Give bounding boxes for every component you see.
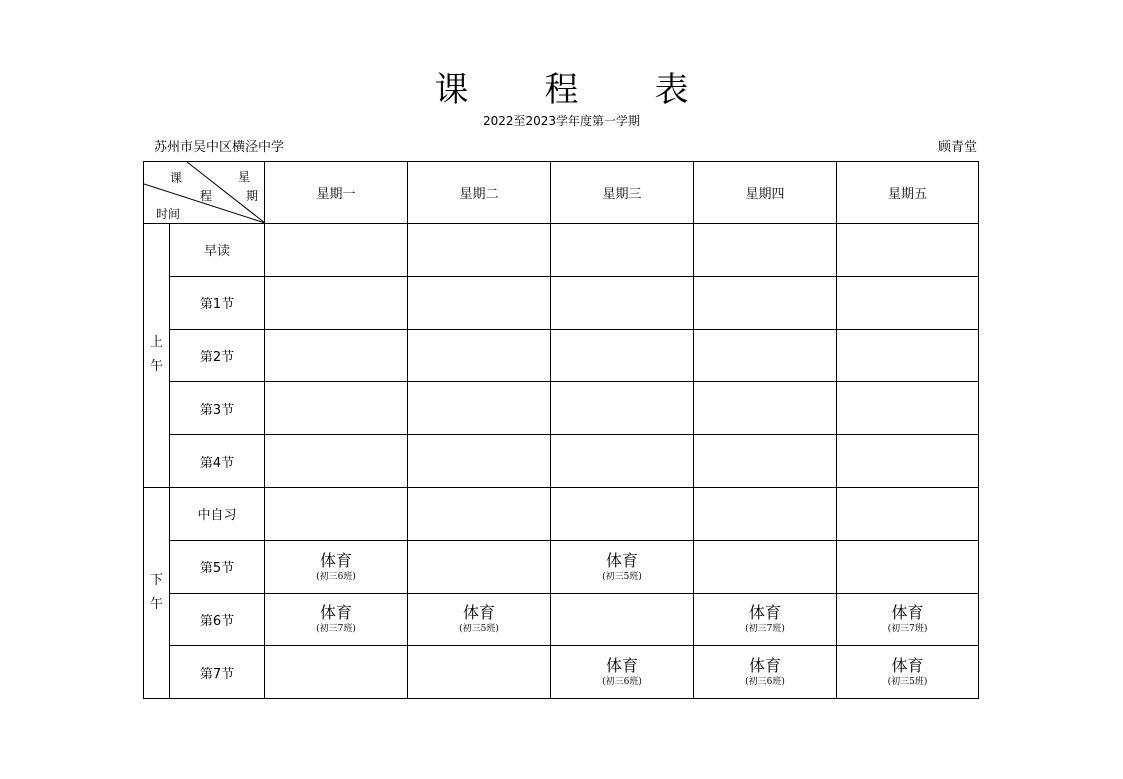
schedule-cell bbox=[694, 276, 837, 329]
schedule-cell bbox=[408, 224, 551, 277]
row-period-1 bbox=[144, 276, 979, 329]
title-char-2: 程 bbox=[544, 70, 579, 110]
course-name: 体育 bbox=[319, 550, 352, 570]
schedule-cell bbox=[408, 435, 551, 488]
term-subtitle: 2022至2023学年度第一学期 bbox=[482, 114, 641, 128]
schedule-cell bbox=[551, 382, 694, 435]
period-label: 第2节 bbox=[170, 329, 265, 382]
class-name: (初三5班) bbox=[459, 624, 499, 635]
schedule-cell bbox=[837, 540, 979, 593]
morning-label bbox=[144, 224, 170, 488]
schedule-cell bbox=[265, 487, 408, 540]
schedule-cell bbox=[694, 487, 837, 540]
header-thursday: 星期四 bbox=[694, 162, 837, 224]
afternoon-label-char-1: 下 bbox=[149, 573, 163, 589]
title-char-3: 表 bbox=[654, 70, 689, 110]
course-name: 体育 bbox=[605, 656, 638, 676]
corner-xing-label: 星 bbox=[238, 170, 251, 184]
row-period-7 bbox=[144, 646, 979, 699]
header-tuesday: 星期二 bbox=[408, 162, 551, 224]
course-name: 体育 bbox=[319, 603, 352, 623]
corner-time-label: 时间 bbox=[156, 207, 181, 221]
class-name: (初三5班) bbox=[602, 571, 642, 582]
class-name: (初三6班) bbox=[602, 677, 642, 688]
corner-header bbox=[144, 162, 265, 224]
schedule-cell bbox=[551, 435, 694, 488]
teacher-name: 顾青堂 bbox=[937, 140, 977, 155]
schedule-cell bbox=[265, 276, 408, 329]
course-name: 体育 bbox=[748, 603, 781, 623]
school-name: 苏州市吴中区横泾中学 bbox=[154, 140, 285, 155]
schedule-cell bbox=[551, 276, 694, 329]
schedule-cell bbox=[837, 435, 979, 488]
class-name: (初三5班) bbox=[887, 677, 928, 688]
schedule-cell-p6-thu bbox=[694, 593, 837, 646]
schedule-cell bbox=[694, 224, 837, 277]
schedule-cell bbox=[837, 329, 979, 382]
row-noon-study bbox=[144, 487, 979, 540]
course-name: 体育 bbox=[748, 656, 781, 676]
corner-qi-label: 期 bbox=[246, 189, 259, 203]
schedule-cell bbox=[837, 276, 979, 329]
schedule-cell bbox=[694, 540, 837, 593]
schedule-cell bbox=[408, 329, 551, 382]
schedule-cell bbox=[551, 224, 694, 277]
afternoon-label-char-2: 午 bbox=[149, 597, 163, 613]
schedule-cell-p7-fri bbox=[837, 646, 979, 699]
page-title bbox=[0, 68, 1123, 112]
afternoon-label bbox=[144, 487, 170, 698]
schedule-cell-p6-tue bbox=[408, 593, 551, 646]
period-label: 第1节 bbox=[170, 276, 265, 329]
period-label: 第7节 bbox=[170, 646, 265, 699]
schedule-cell bbox=[265, 329, 408, 382]
schedule-cell bbox=[265, 435, 408, 488]
header-wednesday: 星期三 bbox=[551, 162, 694, 224]
schedule-cell-p7-thu bbox=[694, 646, 837, 699]
header-friday: 星期五 bbox=[837, 162, 979, 224]
corner-cheng-label: 程 bbox=[200, 189, 213, 203]
schedule-cell-p7-wed bbox=[551, 646, 694, 699]
row-period-3 bbox=[144, 382, 979, 435]
schedule-cell bbox=[837, 382, 979, 435]
schedule-cell bbox=[837, 487, 979, 540]
title-char-1: 课 bbox=[434, 70, 469, 110]
morning-label-char-1: 上 bbox=[149, 335, 163, 351]
row-period-4 bbox=[144, 435, 979, 488]
class-name: (初三7班) bbox=[887, 624, 928, 635]
header-row bbox=[144, 162, 979, 224]
schedule-cell bbox=[408, 487, 551, 540]
schedule-cell-p6-fri bbox=[837, 593, 979, 646]
row-period-6 bbox=[144, 593, 979, 646]
schedule-cell bbox=[694, 382, 837, 435]
period-label: 第5节 bbox=[170, 540, 265, 593]
row-period-2 bbox=[144, 329, 979, 382]
morning-label-char-2: 午 bbox=[149, 359, 163, 375]
period-label: 第3节 bbox=[170, 382, 265, 435]
course-name: 体育 bbox=[891, 656, 924, 676]
class-name: (初三7班) bbox=[316, 624, 356, 635]
schedule-cell bbox=[694, 329, 837, 382]
course-name: 体育 bbox=[462, 603, 495, 623]
course-name: 体育 bbox=[605, 550, 638, 570]
schedule-cell bbox=[408, 382, 551, 435]
schedule-cell bbox=[408, 540, 551, 593]
schedule-cell bbox=[265, 382, 408, 435]
schedule-cell bbox=[265, 224, 408, 277]
schedule-cell bbox=[408, 646, 551, 699]
corner-course-label: 课 bbox=[170, 171, 183, 185]
row-morning-reading bbox=[144, 224, 979, 277]
period-label: 中自习 bbox=[170, 487, 265, 540]
schedule-cell bbox=[694, 435, 837, 488]
class-name: (初三7班) bbox=[745, 624, 785, 635]
schedule-cell-p5-wed bbox=[551, 540, 694, 593]
schedule-cell bbox=[408, 276, 551, 329]
schedule-cell bbox=[551, 329, 694, 382]
schedule-cell-p6-mon bbox=[265, 593, 408, 646]
schedule-cell bbox=[837, 224, 979, 277]
schedule-cell-p5-mon bbox=[265, 540, 408, 593]
period-label: 第4节 bbox=[170, 435, 265, 488]
schedule-cell bbox=[551, 487, 694, 540]
class-name: (初三6班) bbox=[745, 677, 785, 688]
schedule-cell bbox=[265, 646, 408, 699]
header-monday: 星期一 bbox=[265, 162, 408, 224]
course-name: 体育 bbox=[891, 603, 924, 623]
class-name: (初三6班) bbox=[316, 571, 356, 582]
timetable bbox=[143, 161, 979, 699]
row-period-5 bbox=[144, 540, 979, 593]
period-label: 早读 bbox=[170, 224, 265, 277]
period-label: 第6节 bbox=[170, 593, 265, 646]
schedule-cell bbox=[551, 593, 694, 646]
